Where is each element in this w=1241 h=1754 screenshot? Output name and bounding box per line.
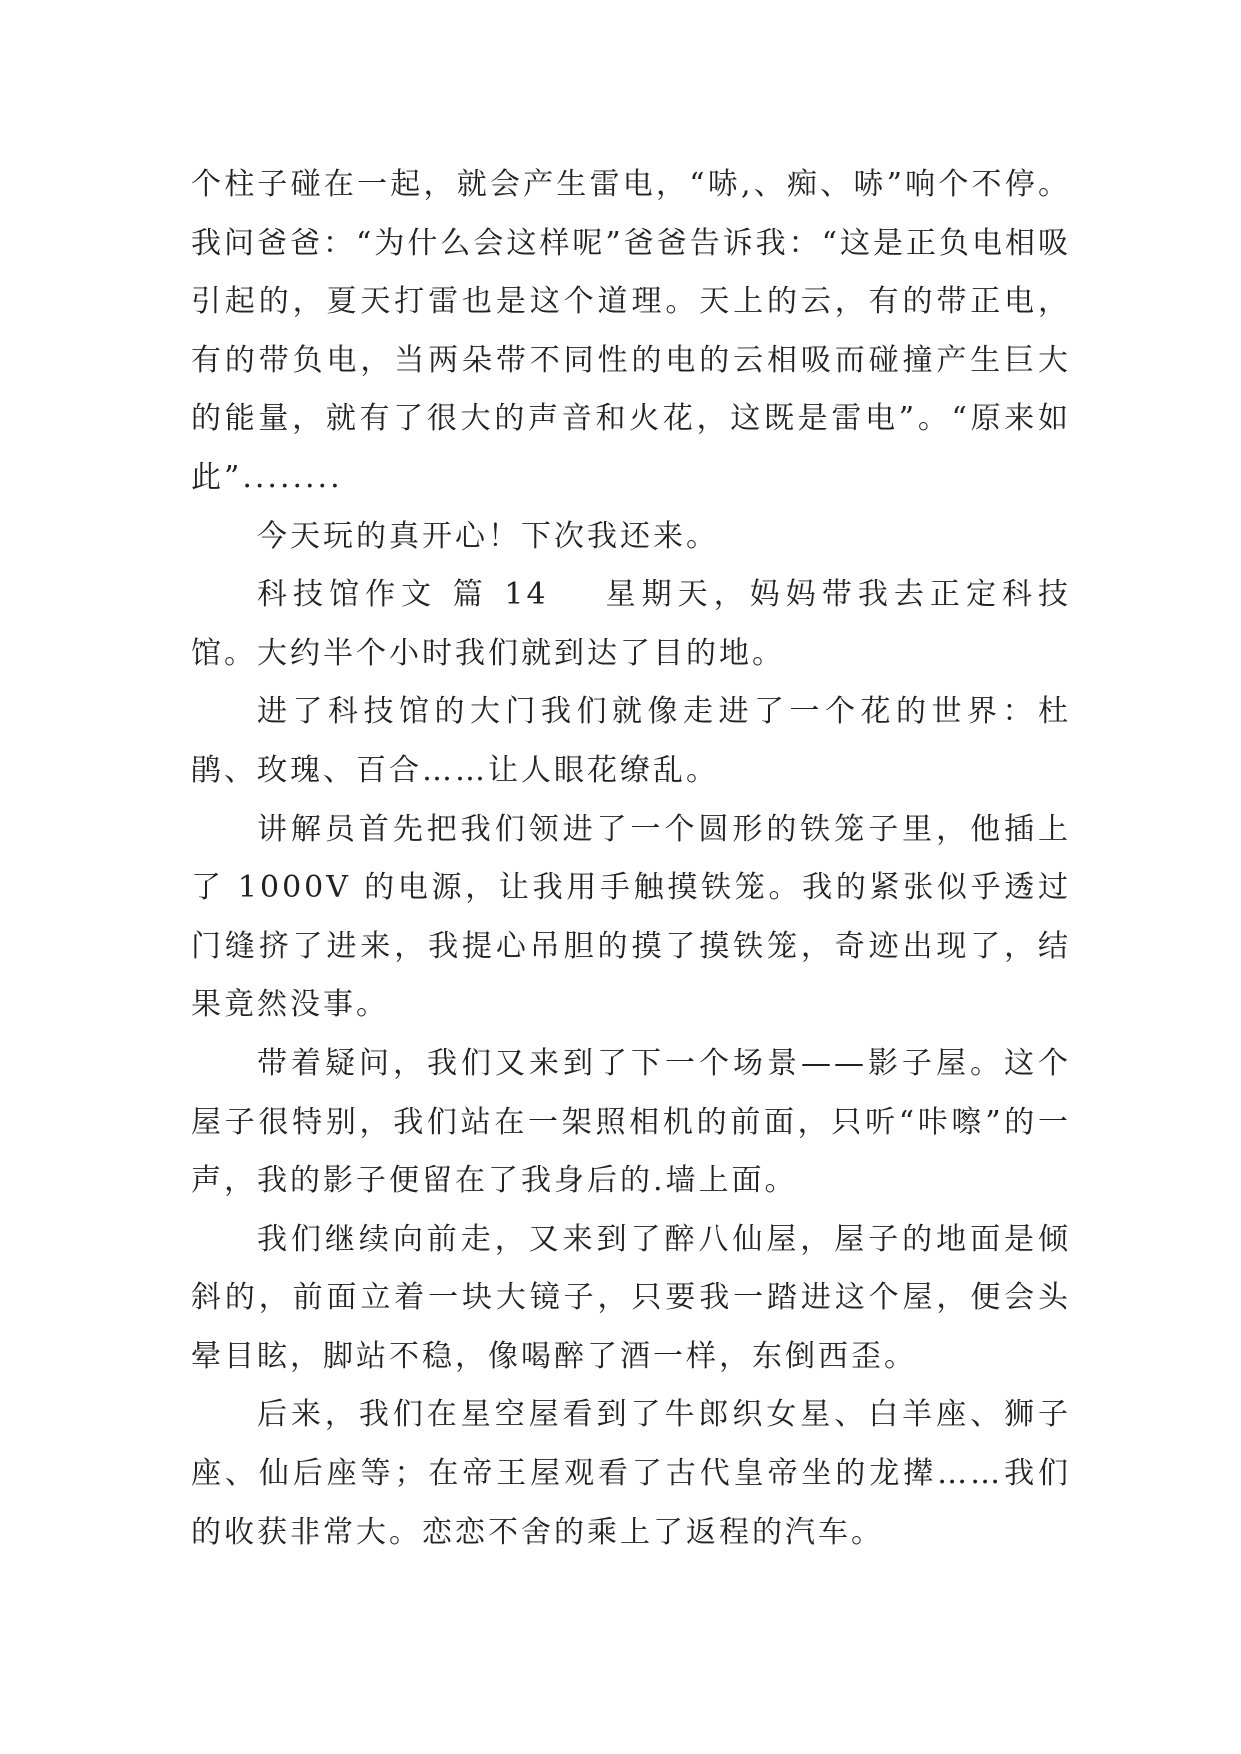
paragraph-shadow-room: 带着疑问，我们又来到了下一个场景——影子屋。这个屋子很特别，我们站在一架照相机的前面，只听“咔嚓”的一声，我的影子便留在了我身后的.墙上面。 <box>191 1045 1071 1199</box>
paragraph-star-room: 后来，我们在星空屋看到了牛郎织女星、白羊座、狮子座、仙后座等；在帝王屋观看了古代皇帝坐的龙撵……我们的收获非常大。恋恋不舍的乘上了返程的汽车。 <box>191 1397 1071 1550</box>
paragraph-happy-day: 今天玩的真开心！下次我还来。 <box>257 518 719 554</box>
section-heading: 科技馆作文 篇 14 <box>257 577 549 613</box>
paragraph-iron-cage: 讲解员首先把我们领进了一个圆形的铁笼子里，他插上了 1000V 的电源，让我用手触摸铁笼。我的紧张似乎透过门缝挤了进来，我提心吊胆的摸了摸铁笼，奇迹出现了，结果竟然没事。 <box>191 811 1071 1023</box>
paragraph-flower-world: 进了科技馆的大门我们就像走进了一个花的世界：杜鹃、玫瑰、百合……让人眼花缭乱。 <box>191 694 1071 788</box>
section-14-opening <box>191 566 1071 683</box>
paragraph-thunder-explanation: 个柱子碰在一起，就会产生雷电，“哧,、痴、哧”响个不停。我问爸爸：“为什么会这样呢”爸爸告诉我：“这是正负电相吸引起的，夏天打雷也是这个道理。天上的云，有的带正电，有的带负电，当两朵带不同性的电的云相吸而碰撞产生巨大的能量，就有了很大的声音和火花，这既是雷电”。“原来如此”........ <box>191 167 1072 495</box>
paragraph-drunk-room: 我们继续向前走，又来到了醉八仙屋，屋子的地面是倾斜的，前面立着一块大镜子，只要我一踏进这个屋，便会头晕目眩，脚站不稳，像喝醉了酒一样，东倒西歪。 <box>191 1221 1071 1374</box>
document-body <box>191 156 1071 1562</box>
section-intro-text: 星期天，妈妈带我去正定科技馆。大约半个小时我们就到达了目的地。 <box>191 577 1072 671</box>
